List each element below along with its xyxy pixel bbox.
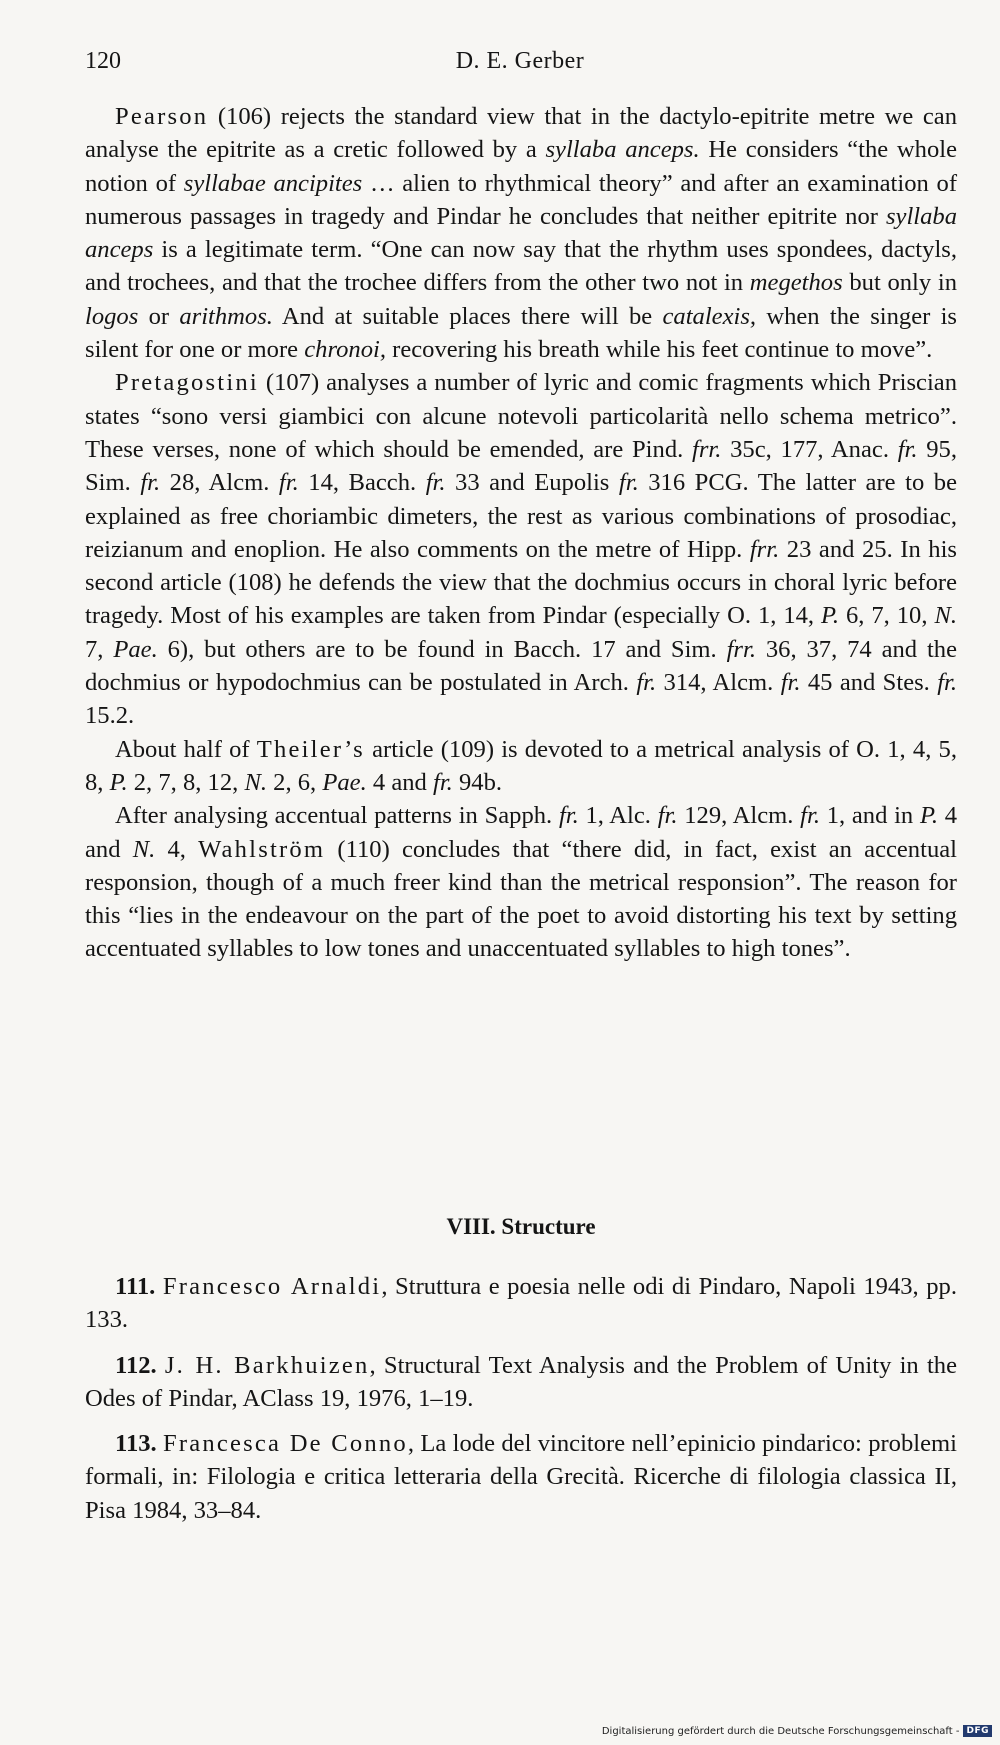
bibliography-entry	[85, 1270, 957, 1337]
italic-term: N.	[934, 602, 957, 630]
italic-term: N.	[244, 768, 267, 796]
text-run: 95, Sim.	[85, 435, 957, 497]
text-run: And at suitable places there will be	[272, 302, 663, 330]
section-heading: VIII. Structure	[446, 1214, 596, 1239]
italic-term: Pae.	[113, 635, 158, 663]
text-run: He considers “the whole notion of	[85, 136, 957, 197]
author-name: Pretagostini	[115, 369, 259, 397]
text-run: 28, Alcm.	[160, 469, 279, 497]
text-run: 6, 7, 10,	[839, 602, 935, 630]
entry-author: Francesco Arnaldi	[162, 1273, 382, 1300]
italic-term: fr.	[897, 435, 918, 463]
italic-term: P.	[919, 802, 938, 830]
text-run: 314, Alcm.	[656, 669, 781, 697]
italic-term: fr.	[937, 669, 958, 697]
italic-term: fr.	[140, 469, 161, 497]
text-run: (106) rejects the standard view that in the dactylo-epitrite metre we can analyse the epitrite as a cretic followed by a	[85, 103, 957, 164]
text-run: 33 and Eupolis	[445, 469, 619, 497]
text-run: 1, and in	[819, 802, 920, 830]
footer-credit: Digitalisierung gefördert durch die Deutsche Forschungsgemeinschaft -	[601, 1725, 960, 1737]
italic-term: fr.	[780, 669, 801, 697]
italic-term: fr.	[558, 802, 579, 830]
bibliography-list	[85, 1270, 957, 1539]
body-paragraph	[85, 366, 957, 732]
text-run: 4 and	[85, 802, 958, 863]
text-run: 6), but others are to be found in Bacch. 17 and Sim.	[157, 635, 727, 663]
text-run: … alien to rhythmical theory” and after an examination of numerous passages in tragedy and Pindar he concludes that neither epitrite nor	[85, 169, 958, 230]
text-run: (110) concludes that “there did, in fact, exist an accentual responsion, though of a much freer kind than the metrical responsion”. The reason for this “lies in the endeavour on the part of the poet to avoid distorting his text by setting accentuated syllables to low tones and unaccentuated syllables to high tones”.	[85, 835, 957, 963]
running-head-author: D. E. Gerber	[455, 48, 585, 74]
text-run: 94b.	[452, 768, 503, 796]
text-run: 35c, 177, Anac.	[721, 435, 898, 463]
entry-author: J. H. Barkhuizen	[164, 1351, 370, 1379]
italic-term: Pae.	[322, 768, 367, 796]
digitization-footer	[602, 1725, 992, 1737]
text-run: 316 PCG. The latter are to be explained as free choriambic dimeters, the rest as various combinations of prosodiac, reizianum and enoplion. He also comments on the metre of Hipp.	[85, 469, 957, 563]
italic-term: catalexis,	[662, 302, 757, 330]
italic-term: N.	[132, 835, 156, 863]
text-run: 36, 37, 74 and the dochmius or hypodochmius can be postulated in Arch.	[85, 635, 957, 697]
italic-term: logos	[85, 302, 139, 330]
italic-term: P.	[821, 602, 840, 630]
italic-term: megethos	[749, 269, 843, 297]
body-paragraph	[85, 100, 957, 366]
body-paragraph	[85, 733, 957, 800]
entry-number: 111.	[115, 1273, 156, 1300]
text-run: is a legitimate term. “One can now say that the rhythm uses spondees, dactyls, and trochees, and that the trochee differs from the other two not in	[85, 236, 957, 297]
text-run: 4,	[155, 835, 199, 863]
text-run: 23 and 25. In his second article (108) he defends the view that the dochmius occurs in choral lyric before tragedy. Most of his examples are taken from Pindar (especially O. 1, 14,	[85, 535, 957, 630]
text-run: 1, Alc.	[578, 802, 658, 830]
italic-term: frr.	[749, 535, 780, 563]
entry-citation: , La lode del vincitore nell’epinicio pindarico: problemi formali, in: Filologia e critica letteraria della Grecità. Ricerche di filologia classica II, Pisa 1984, 33–84.	[85, 1430, 957, 1524]
italic-term: fr.	[800, 802, 820, 830]
text-run: recovering his breath while his feet continue to move”.	[385, 336, 933, 364]
italic-term: frr.	[726, 635, 756, 663]
entry-number: 113.	[115, 1430, 157, 1458]
italic-term: fr.	[636, 669, 657, 697]
italic-term: frr.	[692, 435, 722, 463]
page-number: 120	[85, 48, 121, 74]
body-text	[85, 100, 957, 966]
text-run: 129, Alcm.	[677, 802, 801, 830]
italic-term: syllaba anceps.	[545, 136, 700, 164]
italic-term: fr.	[657, 802, 678, 830]
bibliography-entry	[85, 1427, 957, 1527]
entry-citation: , Structural Text Analysis and the Problem of Unity in the Odes of Pindar, AClass 19, 1976, 1–19.	[85, 1351, 957, 1412]
italic-term: P.	[109, 768, 128, 796]
running-header	[85, 48, 955, 84]
entry-author: Francesca De Conno	[163, 1430, 408, 1458]
text-run: 4 and	[366, 768, 433, 796]
text-run: After analysing accentual patterns in Sapph.	[115, 802, 559, 830]
author-name: Wahlström	[198, 835, 326, 863]
author-name: Theiler’s	[256, 735, 365, 763]
text-run: article (109) is devoted to a metrical analysis of O. 1, 4, 5, 8,	[85, 735, 957, 796]
text-run: 2, 7, 8, 12,	[127, 768, 245, 796]
author-name: Pearson	[115, 103, 209, 130]
text-run: (107) analyses a number of lyric and comic fragments which Priscian states “sono versi giambici con alcune notevoli particolarità nello schema metrico”. These verses, none of which should be emended, are Pind.	[85, 369, 957, 463]
italic-term: fr.	[618, 469, 639, 497]
italic-term: chronoi,	[304, 336, 386, 364]
text-run: when the singer is silent for one or more	[85, 302, 957, 364]
bibliography-entry	[85, 1349, 957, 1416]
text-run: 45 and Stes.	[800, 669, 938, 697]
italic-term: syllaba anceps	[85, 202, 957, 264]
body-paragraph	[85, 799, 957, 965]
text-run: 14, Bacch.	[298, 469, 426, 497]
text-run: About half of	[115, 735, 257, 763]
entry-number: 112.	[115, 1351, 157, 1379]
italic-term: fr.	[433, 768, 453, 796]
text-run: 2, 6,	[267, 768, 323, 796]
text-run: or	[138, 302, 180, 330]
text-run: but only in	[842, 269, 957, 297]
italic-term: fr.	[425, 469, 446, 497]
text-run: 15.2.	[85, 702, 135, 730]
dfg-logo: DFG	[963, 1725, 992, 1737]
italic-term: arithmos.	[179, 302, 273, 330]
italic-term: syllabae ancipites	[183, 169, 363, 197]
italic-term: fr.	[278, 469, 299, 497]
text-run: 7,	[85, 635, 114, 663]
entry-citation: , Struttura e poesia nelle odi di Pindaro, Napoli 1943, pp. 133.	[85, 1273, 958, 1334]
